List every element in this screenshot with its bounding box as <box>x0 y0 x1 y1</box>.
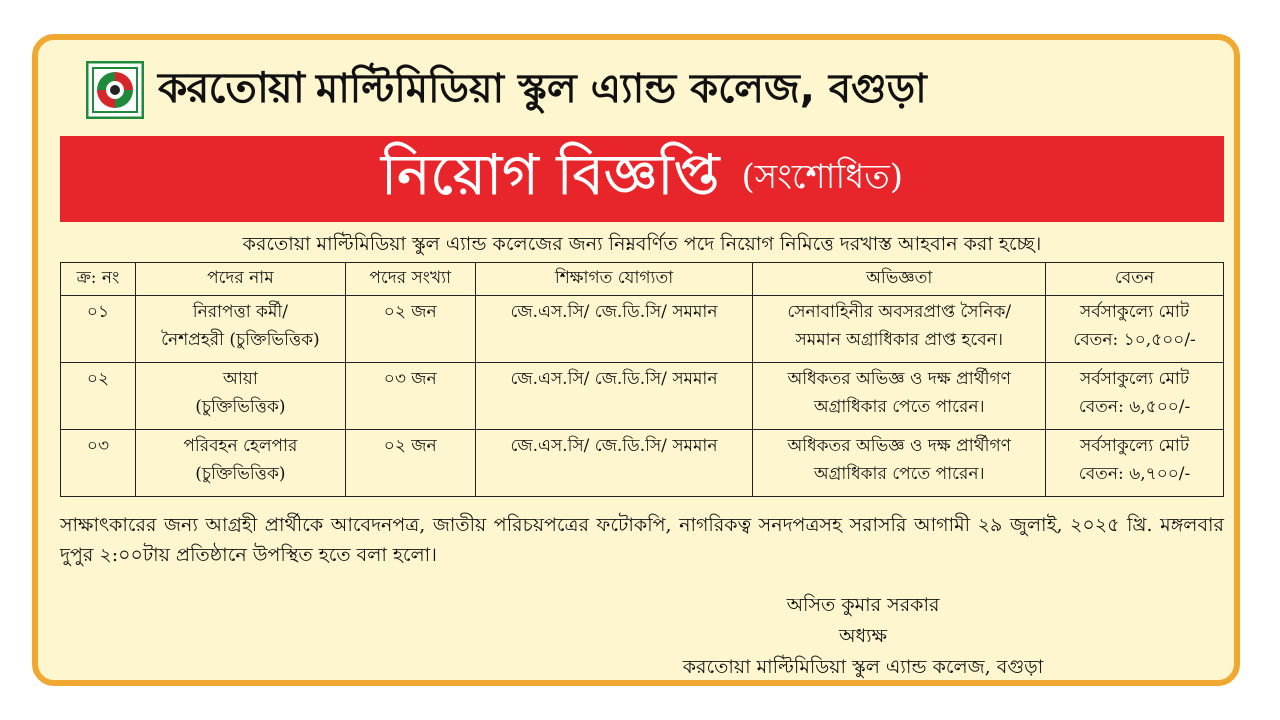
cell-serial: ০২ <box>61 363 136 430</box>
signatory-institution: করতোয়া মাল্টিমিডিয়া স্কুল এ্যান্ড কলেজ, বগুড়া <box>682 656 1044 678</box>
experience-line: অগ্রাধিকার পেতে পারেন। <box>813 397 985 417</box>
post-name-line: নৈশপ্রহরী (চুক্তিভিত্তিক) <box>161 330 320 350</box>
cell-education: জে.এস.সি/ জে.ডি.সি/ সমমান <box>475 430 753 497</box>
posts-table <box>60 262 1224 497</box>
salary-line: সর্বসাকুল্যে মোট <box>1079 302 1190 322</box>
banner-title: নিয়োগ বিজ্ঞপ্তি <box>380 143 720 208</box>
institution-title <box>158 55 927 126</box>
cell-experience <box>753 296 1046 363</box>
header-post-name: পদের নাম <box>135 263 345 296</box>
experience-line: অধিকতর অভিজ্ঞ ও দক্ষ প্রার্থীগণ <box>787 369 1011 389</box>
salary-line: বেতন: ৬,৭০০/- <box>1078 464 1191 484</box>
header-serial: ক্র: নং <box>61 263 136 296</box>
cell-post-count: ০২ জন <box>345 296 475 363</box>
cell-experience <box>753 430 1046 497</box>
salary-line: বেতন: ৬,৫০০/- <box>1078 397 1191 417</box>
salary-line: সর্বসাকুল্যে মোট <box>1079 369 1190 389</box>
cell-serial: ০১ <box>61 296 136 363</box>
header <box>86 60 1196 120</box>
post-name-line: (চুক্তিভিত্তিক) <box>195 464 286 484</box>
notice-banner <box>60 136 1224 222</box>
salary-line: সর্বসাকুল্যে মোট <box>1079 436 1190 456</box>
cell-salary <box>1046 296 1224 363</box>
interview-instructions: সাক্ষাৎকারের জন্য আগ্রহী প্রার্থীকে আবেদনপত্র, জাতীয় পরিচয়পত্রের ফটোকপি, নাগরিকত্ব সনদপত্রসহ সরাসরি আগামী ২৯ জুলাই, ২০২৫ খ্রি. মঙ্গলবার দুপুর ২:০০টায় প্রতিষ্ঠানে উপস্থিত হতে বলা হলো। <box>60 514 1224 566</box>
header-education: শিক্ষাগত যোগ্যতা <box>475 263 753 296</box>
post-name-line: (চুক্তিভিত্তিক) <box>195 397 286 417</box>
cell-post-name <box>135 363 345 430</box>
cell-salary <box>1046 430 1224 497</box>
cell-post-count: ০৩ জন <box>345 363 475 430</box>
experience-line: সেনাবাহিনীর অবসরপ্রাপ্ত সৈনিক/ <box>787 302 1012 322</box>
signatory-name: অসিত কুমার সরকার <box>786 594 940 616</box>
post-name-line: আয়া <box>222 369 258 389</box>
notice-frame <box>32 34 1240 686</box>
experience-line: অধিকতর অভিজ্ঞ ও দক্ষ প্রার্থীগণ <box>787 436 1011 456</box>
experience-line: সমমান অগ্রাধিকার প্রাপ্ত হবেন। <box>795 330 1003 350</box>
cell-post-count: ০২ জন <box>345 430 475 497</box>
college-logo <box>86 61 144 119</box>
brand-name: করতোয়া <box>158 62 304 112</box>
institute-name: মাল্টিমিডিয়া স্কুল এ্যান্ড কলেজ, বগুড়া <box>315 65 927 112</box>
header-post-count: পদের সংখ্যা <box>345 263 475 296</box>
salary-line: বেতন: ১০,৫০০/- <box>1073 330 1196 350</box>
header-salary: বেতন <box>1046 263 1224 296</box>
cell-serial: ০৩ <box>61 430 136 497</box>
intro-text: করতোয়া মাল্টিমিডিয়া স্কুল এ্যান্ড কলেজের জন্য নিম্নবর্ণিত পদে নিয়োগ নিমিত্তে দরখাস্ত আহবান করা হচ্ছে। <box>242 233 1042 255</box>
cell-education: জে.এস.সি/ জে.ডি.সি/ সমমান <box>475 296 753 363</box>
header-experience: অভিজ্ঞতা <box>753 263 1046 296</box>
signature-block <box>598 590 1128 683</box>
cell-post-name <box>135 430 345 497</box>
banner-subtitle: (সংশোধিত) <box>741 156 904 197</box>
post-name-line: পরিবহন হেলপার <box>183 436 298 456</box>
cell-experience <box>753 363 1046 430</box>
table-row <box>61 296 1224 363</box>
cell-post-name <box>135 296 345 363</box>
table-row <box>61 363 1224 430</box>
table-header-row <box>61 263 1224 296</box>
table-row <box>61 430 1224 497</box>
experience-line: অগ্রাধিকার পেতে পারেন। <box>813 464 985 484</box>
post-name-line: নিরাপত্তা কর্মী/ <box>192 302 288 322</box>
cell-salary <box>1046 363 1224 430</box>
signatory-designation: অধ্যক্ষ <box>838 625 887 647</box>
cell-education: জে.এস.সি/ জে.ডি.সি/ সমমান <box>475 363 753 430</box>
